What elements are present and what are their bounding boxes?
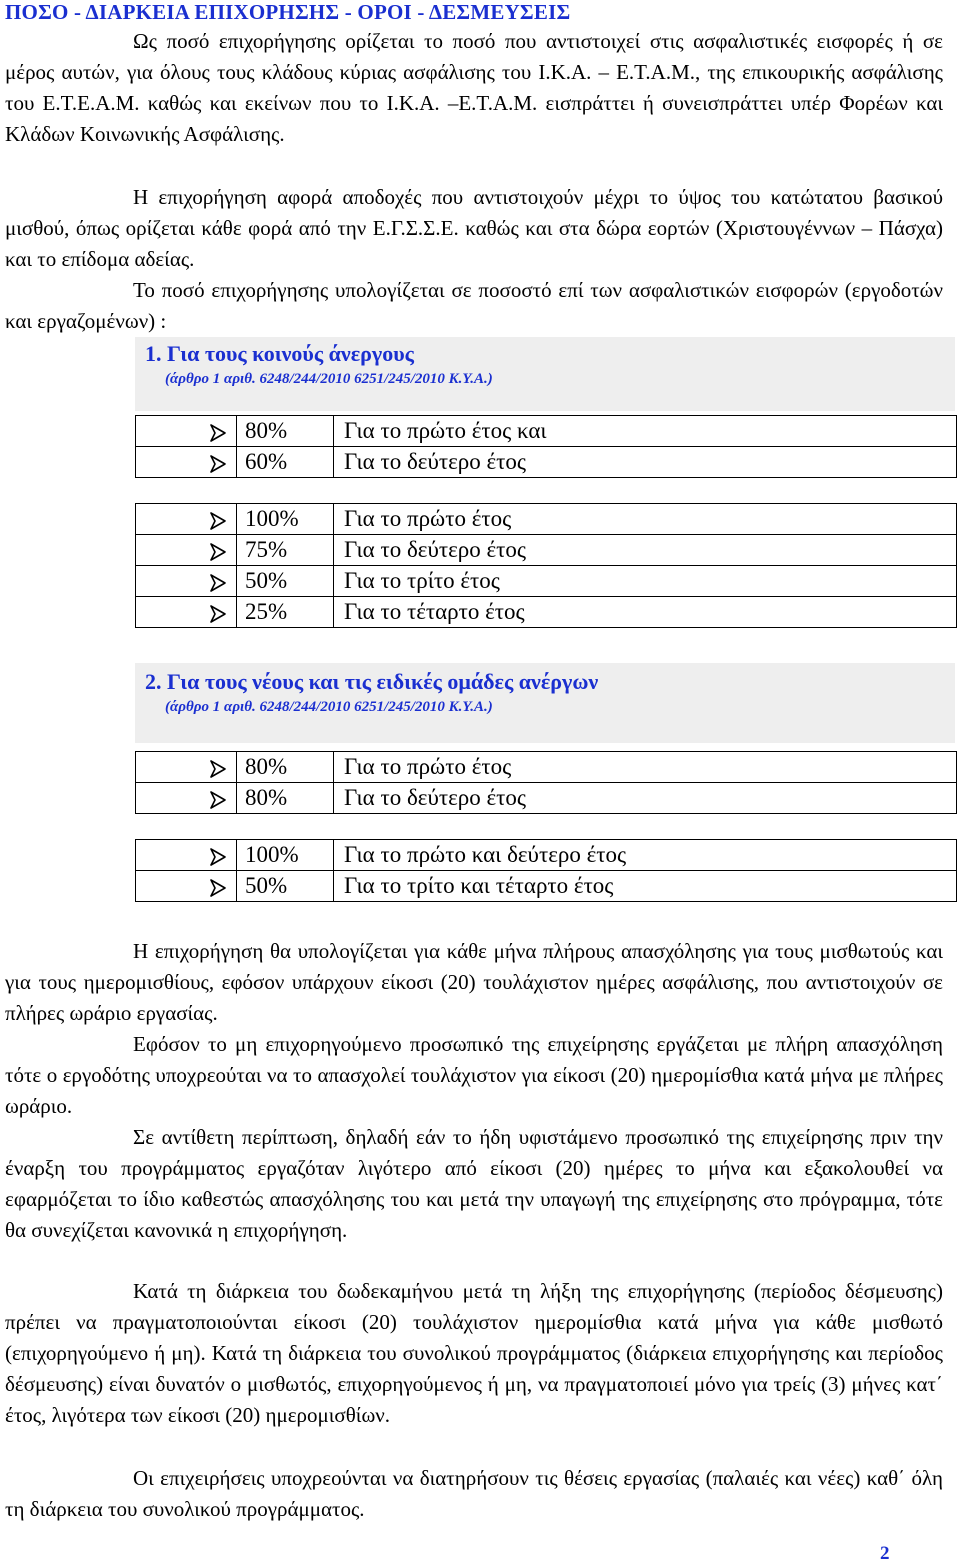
arrow-bullet-icon: [210, 455, 226, 473]
percentage-cell: 25%: [237, 597, 334, 628]
body-paragraph-5: Οι επιχειρήσεις υποχρεούνται να διατηρήσουν τις θέσεις εργασίας (παλαιές και νέες) καθ΄ όλη τη διάρκεια του συνολικού προγράμματος.: [5, 1466, 943, 1521]
table-row: [136, 840, 957, 871]
table-row: [136, 566, 957, 597]
table-row: [136, 504, 957, 535]
description-cell: Για το πρώτο έτος: [334, 504, 957, 535]
arrow-bullet-icon: [210, 512, 226, 530]
percentage-cell: 80%: [237, 783, 334, 814]
percentage-cell: 80%: [237, 416, 334, 447]
description-cell: Για το πρώτο και δεύτερο έτος: [334, 840, 957, 871]
percentage-cell: 50%: [237, 566, 334, 597]
section2-table-b: [135, 839, 957, 902]
body-paragraph-4: Κατά τη διάρκεια του δωδεκαμήνου μετά τη λήξη της επιχορήγησης (περίοδος δέσμευσης) πρέπει να πραγματοποιούνται είκοσι (20) τουλάχιστον ημερομίσθια κατά μήνα για κάθε μισθωτό (επιχορηγούμενο ή μη). Κατά τη διάρκεια του συνολικού προγράμματος (διάρκεια επιχορήγησης και περίοδος δέσμευσης) είναι δυνατόν ο μισθωτός, επιχορηγούμενος ή μη, να πραγματοποιεί μόνο για τρείς (3) μήνες κατ΄ έτος, λιγότερα των είκοσι (20) ημερομισθίων.: [5, 1279, 943, 1427]
section1-table-b: [135, 503, 957, 628]
table-row: [136, 416, 957, 447]
section2-reference: (άρθρο 1 αριθ. 6248/244/2010 6251/245/2010 Κ.Υ.Α.): [165, 699, 493, 715]
description-cell: Για το τέταρτο έτος: [334, 597, 957, 628]
arrow-bullet-icon: [210, 424, 226, 442]
section2-header: [135, 663, 955, 743]
body-paragraph-3: Σε αντίθετη περίπτωση, δηλαδή εάν το ήδη υφιστάμενο προσωπικό της επιχείρησης πριν την έναρξη του προγράμματος εργαζόταν λιγότερο από είκοσι (20) ημέρες το μήνα και εξακολουθεί να εφαρμόζεται το ίδιο καθεστώς απασχόλησης του και μετά την υπαγωγή της επιχείρησης στο πρόγραμμα, τότε θα συνεχίζεται κανονικά η επιχορήγηση.: [5, 1125, 943, 1242]
arrow-bullet-icon: [210, 543, 226, 561]
page-number: 2: [880, 1543, 890, 1564]
section2-table-a: [135, 751, 957, 814]
body-paragraph-2: Εφόσον το μη επιχορηγούμενο προσωπικό της επιχείρησης εργάζεται με πλήρη απασχόληση τότε ο εργοδότης υποχρεούται να το απασχολεί τουλάχιστον για είκοσι (20) ημερομίσθια κατά μήνα με πλήρες ωράριο.: [5, 1032, 943, 1118]
intro-paragraph-3: Το ποσό επιχορήγησης υπολογίζεται σε ποσοστό επί των ασφαλιστικών εισφορών (εργοδοτών και εργαζομένων) :: [5, 278, 943, 333]
percentage-cell: 100%: [237, 840, 334, 871]
section1-header: [135, 337, 955, 411]
table-row: [136, 783, 957, 814]
description-cell: Για το τρίτο και τέταρτο έτος: [334, 871, 957, 902]
arrow-bullet-icon: [210, 848, 226, 866]
description-cell: Για το πρώτο έτος: [334, 752, 957, 783]
section2-title: 2. Για τους νέους και τις ειδικές ομάδες ανέργων: [145, 669, 599, 694]
description-cell: Για το τρίτο έτος: [334, 566, 957, 597]
table-row: [136, 535, 957, 566]
arrow-bullet-icon: [210, 879, 226, 897]
arrow-bullet-icon: [210, 574, 226, 592]
table-row: [136, 871, 957, 902]
percentage-cell: 80%: [237, 752, 334, 783]
percentage-cell: 60%: [237, 447, 334, 478]
section1-table-a: [135, 415, 957, 478]
intro-paragraph-2: Η επιχορήγηση αφορά αποδοχές που αντιστοιχούν μέχρι το ύψος του κατώτατου βασικού μισθού, όπως ορίζεται κάθε φορά από την Ε.Γ.Σ.Σ.Ε. καθώς και στα δώρα εορτών (Χριστουγέννων – Πάσχα) και το επίδομα αδείας.: [5, 185, 943, 271]
percentage-cell: 100%: [237, 504, 334, 535]
intro-paragraph-1: Ως ποσό επιχορήγησης ορίζεται το ποσό που αντιστοιχεί στις ασφαλιστικές εισφορές ή σε μέρος αυτών, για όλους τους κλάδους κύριας ασφάλισης του Ι.Κ.Α. – Ε.Τ.Α.Μ., της επικουρικής ασφάλισης του Ε.Τ.Ε.Α.Μ. καθώς και εκείνων που το Ι.Κ.Α. –Ε.Τ.Α.Μ. εισπράττει ή συνεισπράττει υπέρ Φορέων και Κλάδων Κοινωνικής Ασφάλισης.: [5, 29, 943, 146]
arrow-bullet-icon: [210, 760, 226, 778]
page-heading: ΠΟΣΟ - ΔΙΑΡΚΕΙΑ ΕΠΙΧΟΡΗΣΗΣ - ΟΡΟΙ - ΔΕΣΜΕΥΣΕΙΣ: [5, 0, 571, 24]
section1-reference: (άρθρο 1 αριθ. 6248/244/2010 6251/245/2010 Κ.Υ.Α.): [165, 371, 493, 387]
table-row: [136, 597, 957, 628]
section1-title: 1. Για τους κοινούς άνεργους: [145, 341, 414, 366]
arrow-bullet-icon: [210, 791, 226, 809]
table-row: [136, 447, 957, 478]
arrow-bullet-icon: [210, 605, 226, 623]
description-cell: Για το δεύτερο έτος: [334, 783, 957, 814]
description-cell: Για το δεύτερο έτος: [334, 535, 957, 566]
description-cell: Για το πρώτο έτος και: [334, 416, 957, 447]
table-row: [136, 752, 957, 783]
description-cell: Για το δεύτερο έτος: [334, 447, 957, 478]
body-paragraph-1: Η επιχορήγηση θα υπολογίζεται για κάθε μήνα πλήρους απασχόλησης για τους μισθωτούς και για τους ημερομισθίους, εφόσον υπάρχουν είκοσι (20) τουλάχιστον ημέρες ασφάλισης, που αντιστοιχούν σε πλήρες ωράριο εργασίας.: [5, 939, 943, 1025]
percentage-cell: 75%: [237, 535, 334, 566]
percentage-cell: 50%: [237, 871, 334, 902]
